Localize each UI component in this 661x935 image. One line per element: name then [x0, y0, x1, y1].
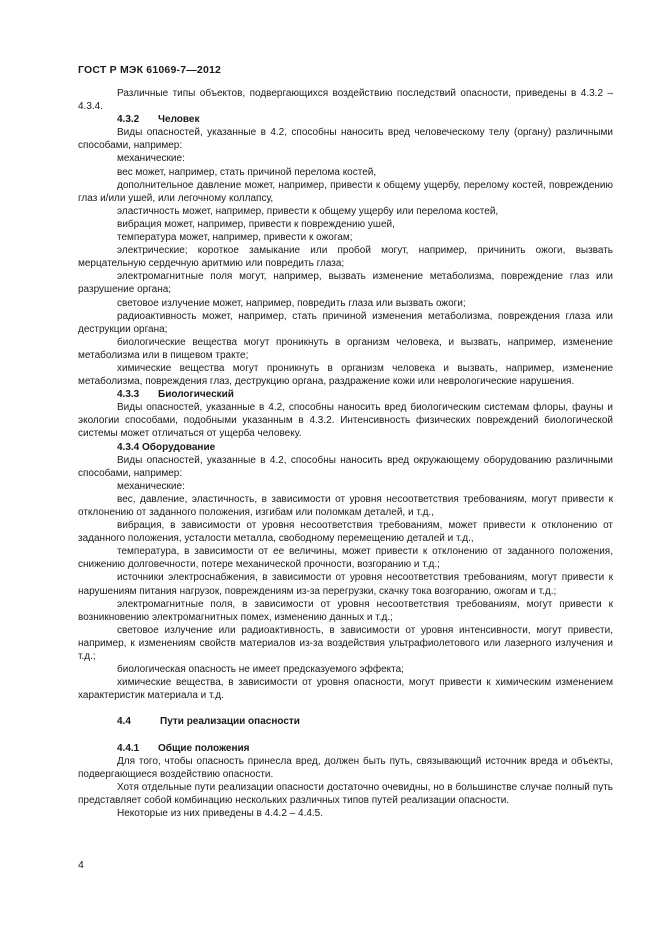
section-heading-4-4-1: [78, 742, 613, 755]
section-title: Пути реализации опасности: [160, 716, 300, 728]
paragraph: Некоторые из них приведены в 4.4.2 – 4.4.5.: [117, 807, 324, 819]
list-item: электрические; короткое замыкание или пробой могут, например, причинить ожоги, вызвать мерцательную сердечную аритмию или повредить глаза;: [78, 245, 613, 270]
paragraph: Виды опасностей, указанные в 4.2, способны наносить вред окружающему оборудованию различными способами, например:: [78, 454, 613, 479]
list-item: химические вещества, в зависимости от уровня опасности, могут привести к химическим изменением характеристик материала и т.д.: [78, 677, 613, 702]
section-number: 4.3.3: [117, 389, 140, 401]
list-item: вес может, например, стать причиной перелома костей,: [117, 166, 377, 178]
list-item: вес, давление, эластичность, в зависимости от уровня несоответствия требованиям, могут привести к отклонению от заданного положения, изгибам или поломкам деталей, и т.д.,: [78, 493, 613, 518]
section-title: Биологический: [158, 389, 234, 401]
section-number: 4.4: [117, 716, 131, 728]
paragraph: Хотя отдельные пути реализации опасности достаточно очевидны, но в большинстве случае полный путь представляет собой комбинацию нескольких различных типов путей реализации опасности.: [78, 781, 613, 806]
section-heading-4-3-3: [78, 388, 613, 401]
list-item: биологическая опасность не имеет предсказуемого эффекта;: [117, 664, 404, 676]
paragraph: Для того, чтобы опасность принесла вред, должен быть путь, связывающий источник вреда и объекты, подвергающиеся воздействию опасности.: [78, 755, 613, 780]
paragraph-intro: Различные типы объектов, подвергающихся воздействию последствий опасности, приведены в 4.3.2 – 4.3.4.: [78, 88, 613, 113]
document-header: ГОСТ Р МЭК 61069-7—2012: [78, 64, 222, 76]
list-item: световое излучение или радиоактивность, в зависимости от уровня интенсивности, могут привести, например, к изменениям свойств материалов из-за воздействия ультрафиолетового или лазерного излучения и т.д.;: [78, 624, 613, 663]
section-number: 4.3.2: [117, 114, 140, 126]
list-item: температура может, например, привести к ожогам;: [117, 232, 353, 244]
spacer: [78, 729, 613, 742]
list-item: температура, в зависимости от ее величины, может привести к отклонению от заданного положения, снижению долговечности, потере механической прочности, возгоранию и т.д.;: [78, 546, 613, 571]
list-item: химические вещества могут проникнуть в организм человека и вызвать, например, изменение метаболизма, повреждения глаз, деструкцию органа, раздражение кожи или неврологические нарушения.: [78, 362, 613, 388]
list-item: механические:: [117, 480, 185, 492]
page-number: 4: [78, 859, 84, 871]
list-item: радиоактивность может, например, стать причиной изменения метаболизма, повреждения глаза или деструкции органа;: [78, 310, 613, 335]
section-heading-4-4: [78, 715, 613, 728]
list-item: вибрация, в зависимости от уровня несоответствия требованиям, может привести к отклонению от заданного положения, усталости металла, свободному перемещению деталей и т.д.,: [78, 520, 613, 545]
paragraph: Виды опасностей, указанные в 4.2, способны наносить вред человеческому телу (органу) различными способами, например:: [78, 127, 613, 152]
list-item: электромагнитные поля могут, например, вызвать изменение метаболизма, повреждение глаз или разрушение органа;: [78, 271, 613, 296]
section-number: 4.3.4: [117, 441, 140, 453]
list-item: биологические вещества могут проникнуть в организм человека, и вызвать, например, изменение метаболизма или в пищевом тракте;: [78, 336, 613, 361]
list-item: дополнительное давление может, например, привести к общему ущербу, перелому костей, повреждению глаз и/или ушей, или легочному коллапсу,: [78, 179, 613, 204]
section-number: 4.4.1: [117, 742, 140, 754]
list-item: источники электроснабжения, в зависимости от уровня несоответствия требованиям, могут привести к нарушениям питания нагрузок, повреждениям из-за перегрузки, скачку тока возгоранию, ожогам и т.д.;: [78, 572, 613, 597]
list-item: эластичность может, например, привести к общему ущербу или перелома костей,: [117, 205, 499, 217]
paragraph: Виды опасностей, указанные в 4.2, способны наносить вред биологическим системам флоры, фауны и экологии способами, подобными указанным в 4.3.2. Интенсивность физических повреждений биологической системы может отличаться от ущерба человеку.: [78, 402, 613, 440]
section-title: Оборудование: [142, 441, 216, 453]
list-item: электромагнитные поля, в зависимости от уровня несоответствия требованиям, могут привести к возникновению электромагнитных помех, изменению данных и т.д.;: [78, 598, 613, 623]
section-heading-4-3-2: [78, 113, 613, 126]
spacer: [78, 702, 613, 715]
list-item: механические:: [117, 153, 185, 165]
list-item: вибрация может, например, привести к повреждению ушей,: [117, 218, 395, 230]
document-body: [78, 87, 613, 820]
section-heading-4-3-4: [78, 441, 613, 454]
section-title: Общие положения: [158, 742, 250, 754]
section-title: Человек: [158, 114, 200, 126]
list-item: световое излучение может, например, повредить глаза или вызвать ожоги;: [117, 297, 466, 309]
